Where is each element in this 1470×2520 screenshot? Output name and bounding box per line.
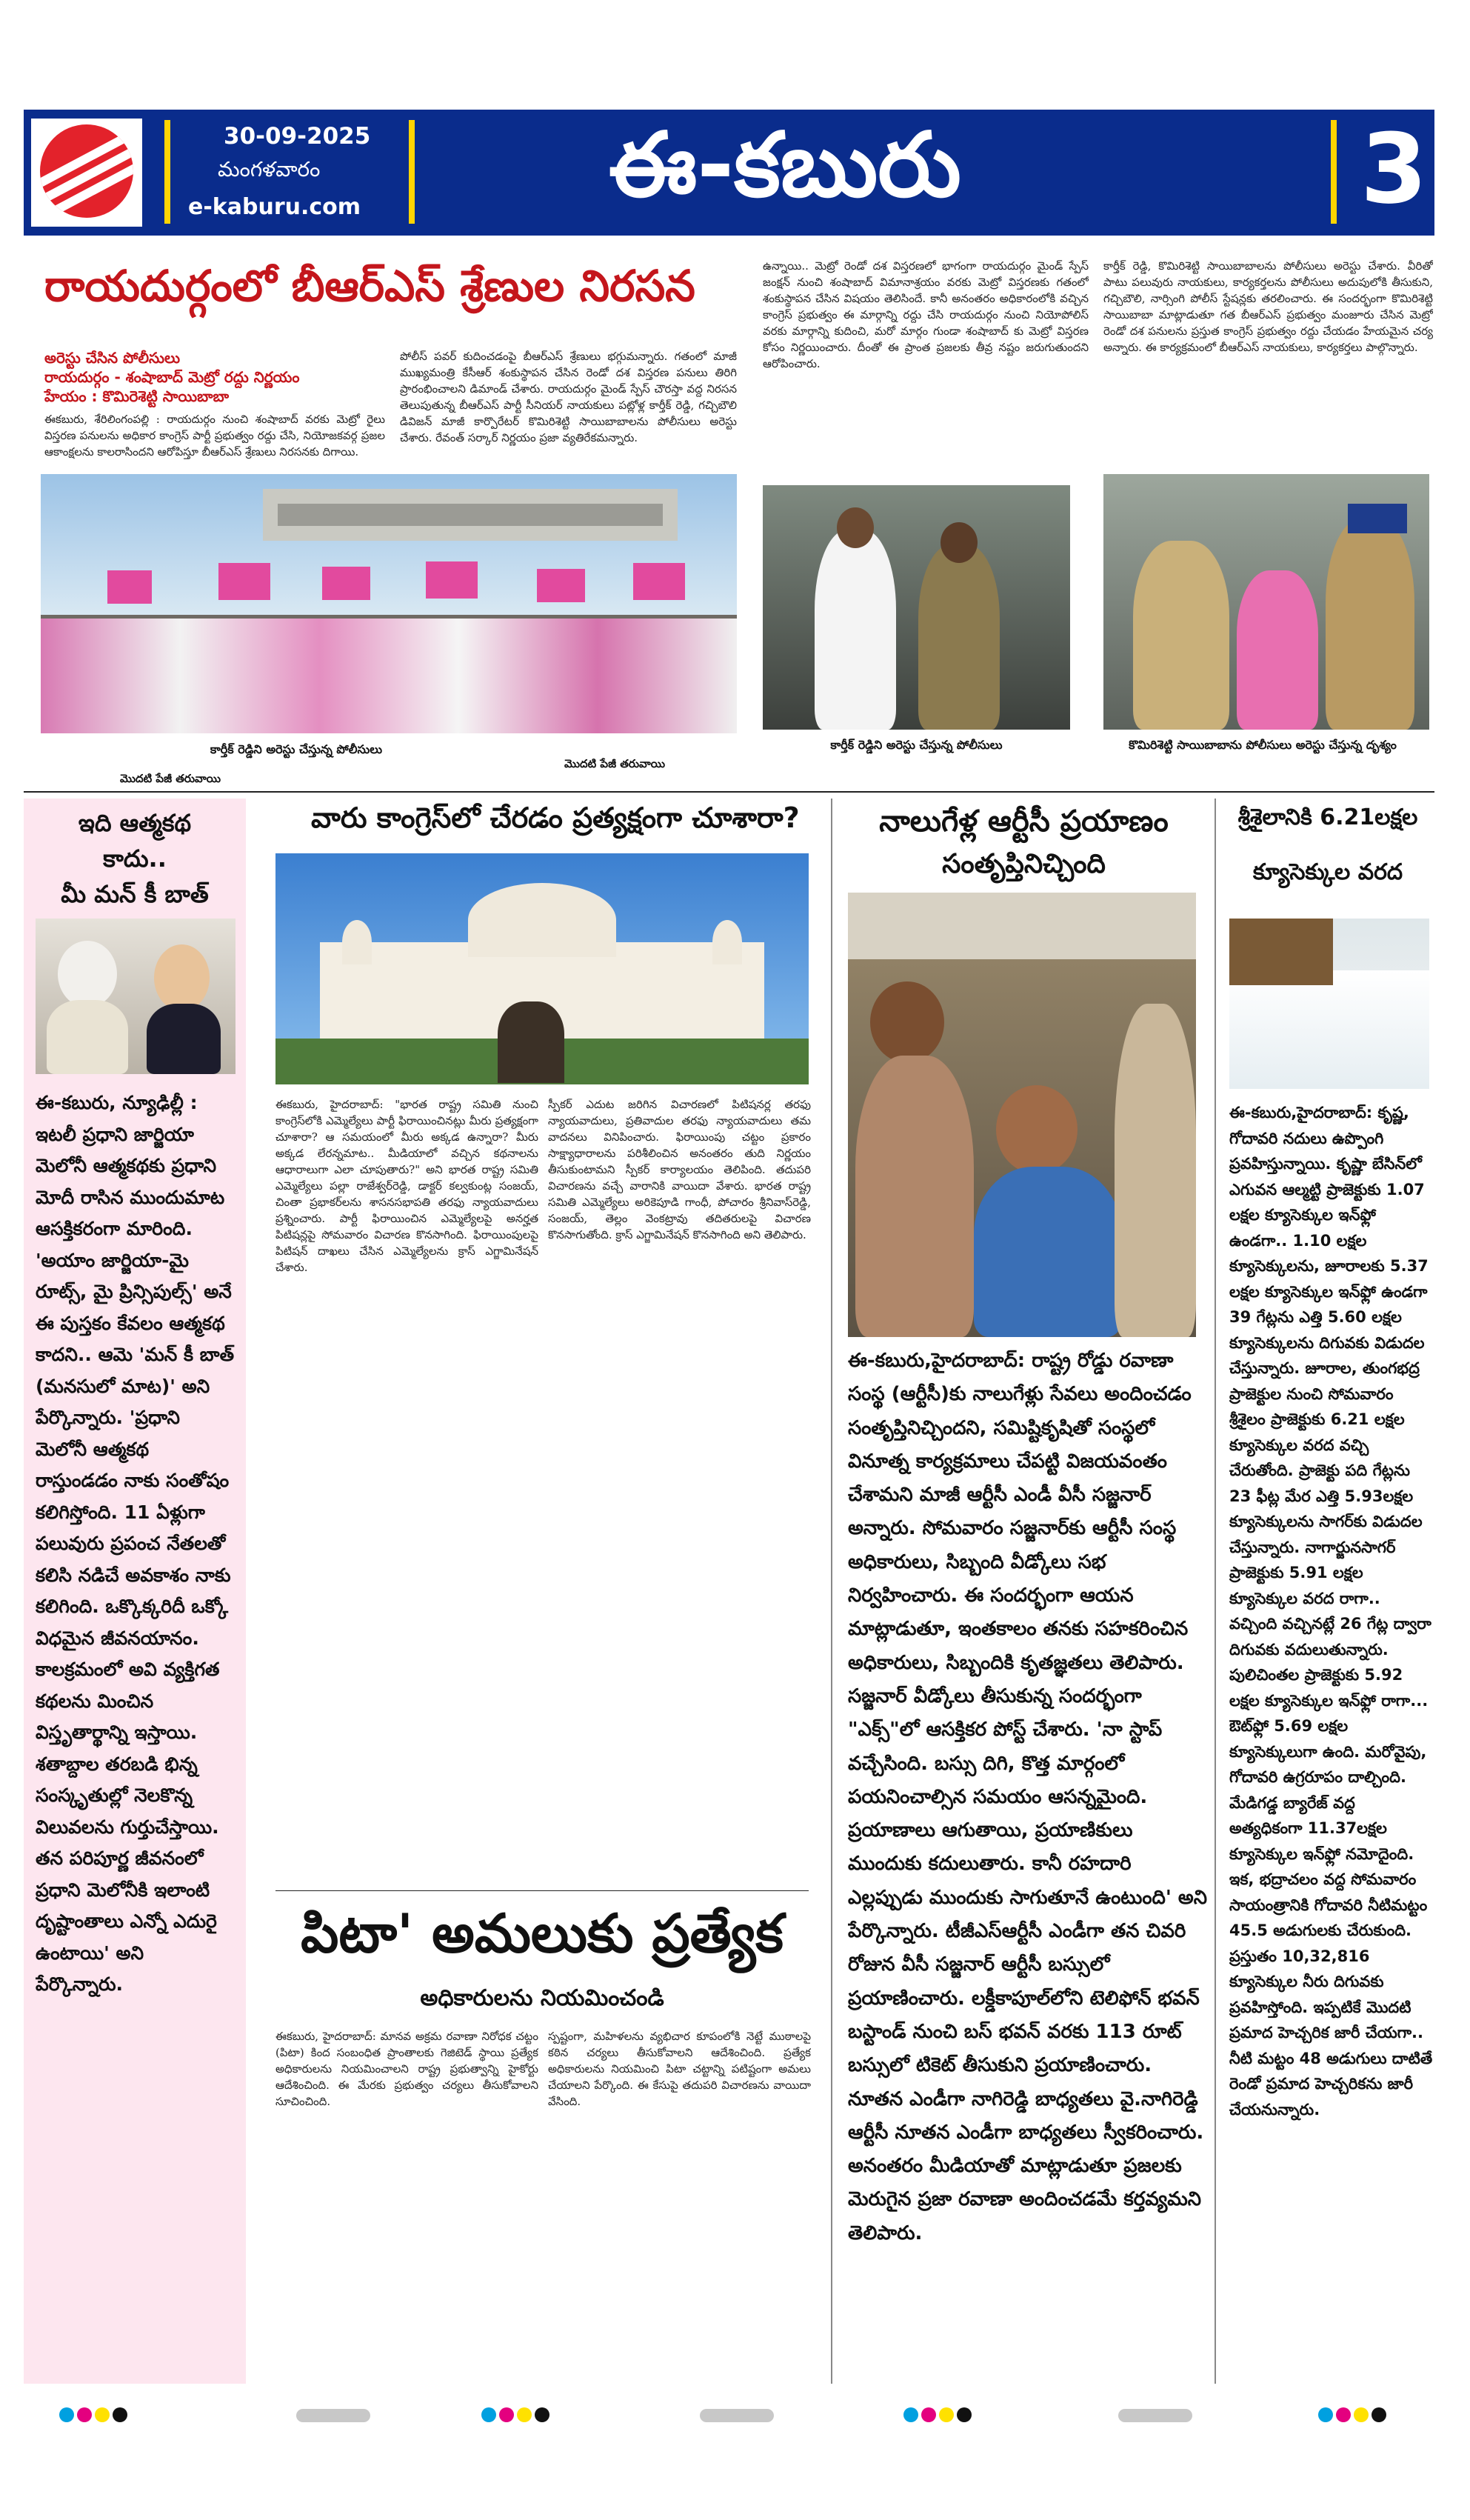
story1-caption1: కార్తీక్ రెడ్డిని అరెస్టు చేస్తున్న పోలీసులు <box>210 742 383 756</box>
page-number: 3 <box>1360 113 1428 225</box>
story1-col4: కార్తీక్ రెడ్డి, కొమిరిశెట్టి సాయిబాబాలను పోలీసులు అరెస్టు చేశారు. వీరితో పాటు పలువురు నాయకులు, కార్యకర్తలను పోలీసులు అదుపులోకి తీసుకుని, గచ్చిబౌలి, నార్సింగి పోలీస్ స్టేషన్లకు తరలించారు. ఈ సందర్భంగా కొమిరిశెట్టి సాయిబాబా మాట్లాడుతూ గత బీఆర్ఎస్ ప్రభుత్వం మంజూరు చేసిన మెట్రో రెండో దశ పనులను ప్రస్తుత కాంగ్రెస్ ప్రభుత్వం రద్దు చేయడం హేయమైన చర్య అన్నారు. ఈ కార్యక్రమంలో బీఆర్ఎస్ నాయకులు, కార్యకర్తలు పాల్గొన్నారు. <box>1103 259 1433 354</box>
print-marks-3 <box>903 2407 972 2424</box>
print-marks-4 <box>1318 2407 1386 2424</box>
story1-sub1: అరెస్టు చేసిన పోలీసులు <box>44 349 181 367</box>
modi-meloni-photo <box>36 919 235 1074</box>
story1-caption2: కార్తీక్ రెడ్డిని అరెస్టు చేస్తున్న పోలీసులు <box>830 738 1003 752</box>
logo <box>31 119 142 227</box>
story2-col1: ఈకబురు, హైదరాబాద్: "భారత రాష్ట్ర సమితి నుంచి కాంగ్రెస్‌లోకి ఎమ్మెల్యేలు పార్టీ ఫిరాయించినట్లు మీరు ప్రత్యక్షంగా చూశారా? ఆ సమయంలో మీరు అక్కడ ఉన్నారా? మీరు అక్కడ లేరన్నమాట.. మీడియాలో వచ్చిన కథనాలను ఆధారాలుగా ఎలా చూపుతారు?" అని భారత రాష్ట్ర సమితి ఎమ్మెల్యేలు పల్లా రాజేశ్వర్‌రెడ్డి, డాక్టర్ కల్వకుంట్ల సంజయ్, చింతా ప్రభాకర్‌లను శాసనసభాపతి తరఫు న్యాయవాదులు ప్రశ్నించారు. పార్టీ ఫిరాయించిన ఎమ్మెల్యేలపై అనర్హత పిటిషన్లపై సోమవారం విచారణ కొనసాగింది. ఫిరాయింపులపై పిటిషన్ దాఖలు చేసిన ఎమ్మెల్యేలను క్రాస్ ఎగ్జామినేషన్ చేశారు. <box>275 1098 538 1274</box>
print-bar-1 <box>296 2409 370 2422</box>
accent-bar-mid <box>409 120 415 224</box>
story4-headline-line2: సంతృప్తినిచ్చింది <box>942 849 1106 879</box>
story4-border-left <box>831 799 832 2384</box>
story1-col3: ఉన్నాయి.. మెట్రో రెండో దశ విస్తరణలో భాగంగా రాయదుర్గం మైండ్ స్పేస్ జంక్షన్ నుంచి శంషాబాద్ విమానాశ్రయం వరకు మెట్రో విస్తరణకు గతంలో శంకుస్థాపన చేసిన విషయం తెలిసిందే. కానీ అనంతరం అధికారంలోకి వచ్చిన కాంగ్రెస్ ప్రభుత్వం ఈ మార్గాన్ని రద్దు చేసి రాయదుర్గం నుంచి నియోపోలిస్ వరకు మార్గాన్ని కుదించి, మరో మార్గం గుండా శంషాబాద్ కు మెట్రో విస్తరణ కోసం నిర్ణయించారు. దీంతో ఈ ప్రాంత ప్రజలకు తీవ్ర నష్టం జరుగుతుందని ఆరోపించారు. <box>763 259 1089 370</box>
accent-bar-left <box>164 120 170 224</box>
print-marks-1 <box>59 2407 127 2424</box>
story3-headline: పిటా' అమలుకు ప్రత్యేక <box>301 1902 784 1964</box>
story3-subhead: అధికారులను నియమించండి <box>420 1985 664 2011</box>
story1-col2: పోలీస్ పవర్ కుదించడంపై బీఆర్ఎస్ శ్రేణులు భగ్గుమన్నారు. గతంలో మాజీ ముఖ్యమంత్రి కేసీఆర్ శంకుస్థాపన చేసిన రెండో దశ విస్తరణ పనులు తిరిగి ప్రారంభించాలని డిమాండ్ చేశారు. రాయదుర్గం మైండ్ స్పేస్ చౌరస్తా వద్ద నిరసన తెలుపుతున్న బీఆర్ఎస్ పార్టీ సీనియర్ నాయకులు పట్లోళ్ల కార్తీక్ రెడ్డి, గచ్చిబౌలి డివిజన్ మాజీ కార్పొరేటర్ కొమిరిశెట్టి సాయిబాబాలను పోలీసులు అరెస్టు చేశారు. రేవంత్ సర్కార్ నిర్ణయం ప్రజా వ్యతిరేకమన్నారు. <box>400 350 737 444</box>
masthead-date: 30-09-2025 <box>224 123 371 150</box>
story1-caption3: కొమిరిశెట్టి సాయిబాబాను పోలీసులు అరెస్టు చేస్తున్న దృశ్యం <box>1129 738 1397 752</box>
story2-headline: వారు కాంగ్రెస్‌లో చేరడం ప్రత్యక్షంగా చూశారా? <box>311 801 800 834</box>
story5-body: ఈ-కబురు, న్యూఢిల్లీ : ఇటలీ ప్రధాని జార్జియా మెలోనీ ఆత్మకథకు ప్రధాని మోదీ రాసిన ముందుమాట ఆసక్తికరంగా మారింది. 'అయాం జార్జియా-మై రూట్స్, మై ప్రిన్సిపుల్స్' అనే ఈ పుస్తకం కేవలం ఆత్మకథ కాదని.. ఆమె 'మన్ కీ బాత్ (మనసులో మాట)' అని పేర్కొన్నారు. 'ప్రధాని మెలోనీ ఆత్మకథ రాస్తుండడం నాకు సంతోషం కలిగిస్తోంది. 11 ఏళ్లుగా పలువురు ప్రపంచ నేతలతో కలిసి నడిచే అవకాశం నాకు కలిగింది. ఒక్కొక్కరిదీ ఒక్కో విధమైన జీవనయానం. కాలక్రమంలో అవి వ్యక్తిగత కథలను మించిన విస్తృతార్థాన్ని ఇస్తాయి. శతాబ్దాల తరబడి భిన్న సంస్కృతుల్లో నెలకొన్న విలువలను గుర్తుచేస్తాయి. తన పరిపూర్ణ జీవనంలో ప్రధాని మెలోనీకి ఇలాంటి దృష్టాంతాలు ఎన్నో ఎదురై ఉంటాయి' అని పేర్కొన్నారు. <box>36 1092 235 1995</box>
cyber-sign-icon <box>1348 504 1407 533</box>
arrest-photo-2 <box>1103 474 1429 730</box>
masthead-site[interactable]: e-kaburu.com <box>188 194 361 220</box>
print-marks-2 <box>481 2407 549 2424</box>
masthead-day: మంగళవారం <box>218 157 321 181</box>
story4-headline-line1: నాలుగేళ్ల ఆర్టీసీ ప్రయాణం <box>879 804 1169 839</box>
story5-headline-line3: మీ మన్ కీ బాత్ <box>61 880 209 908</box>
logo-mark-icon <box>40 124 133 218</box>
story1-jump2: మొదటి పేజీ తరువాయి <box>564 757 666 770</box>
print-bar-3 <box>1118 2409 1192 2422</box>
story5-headline-line1: ఇది ఆత్మకథ <box>78 809 192 837</box>
section-divider <box>24 791 1434 793</box>
assembly-photo <box>275 853 809 1084</box>
dam-photo <box>1229 919 1429 1089</box>
story2-col2: స్పీకర్ ఎదుట జరిగిన విచారణలో పిటిషనర్ల తరఫు న్యాయవాదులు, ప్రతివాదుల తరఫు న్యాయవాదులు తమ వాదనలు వినిపించారు. ఫిరాయింపు చట్టం ప్రకారం సాక్ష్యాధారాలను పరిశీలించిన అనంతరం తుది నిర్ణయం తీసుకుంటామని స్పీకర్ కార్యాలయం తెలిపింది. తదుపరి విచారణను వచ్చే వారానికి వాయిదా వేశారు. భారత రాష్ట్ర సమితి ఎమ్మెల్యేలు అరికెపూడి గాంధీ, పోచారం శ్రీనివాస్‌రెడ్డి, సంజయ్, తెల్లం వెంకట్రావు తదితరులపై విచారణ కొనసాగుతోంది. క్రాస్ ఎగ్జామినేషన్ కొనసాగింది అని తెలిపారు. <box>548 1098 811 1241</box>
bus-ride-photo <box>848 893 1196 1337</box>
accent-bar-right <box>1331 120 1337 224</box>
story1-dateline: ఈకబురు, శేరిలింగంపల్లి : రాయదుర్గం నుంచి శంషాబాద్ వరకు మెట్రో రైలు విస్తరణ పనులను అధికార కాంగ్రెస్ పార్టీ ప్రభుత్వం రద్దు చేసి, నియోజకవర్గ ప్రజల ఆకాంక్షలను కాలరాసిందని ఆరోపిస్తూ బీఆర్ఎస్ శ్రేణులు నిరసనకు దిగాయి. <box>44 413 385 459</box>
story3-col2: స్పష్టంగా, మహిళలను వ్యభిచార కూపంలోకి నెట్టే ముఠాలపై కఠిన చర్యలు తీసుకోవాలని ఆదేశించింది. ప్రత్యేక అధికారులను నియమించి పిటా చట్టాన్ని పటిష్టంగా అమలు చేయాలని పేర్కొంది. ఈ కేసుపై తదుపరి విచారణను వాయిదా వేసింది. <box>548 2030 811 2108</box>
masthead <box>24 110 1434 236</box>
story6-headline-line2: క్యూసెక్కుల వరద <box>1252 859 1403 885</box>
newspaper-title: ఈ-కబురు <box>609 114 961 217</box>
story5-headline-line2: కాదు.. <box>103 844 167 873</box>
story6-body: ఈ-కబురు,హైదరాబాద్: కృష్ణ, గోదావరి నదులు ఉప్పొంగి ప్రవహిస్తున్నాయి. కృష్ణా బేసిన్‌లో ఎగువన ఆల్మట్టి ప్రాజెక్టుకు 1.07 లక్షల క్యూసెక్కుల ఇన్‌ఫ్లో ఉండగా.. 1.10 లక్షల క్యూసెక్కులను, జూరాలకు 5.37 లక్షల క్యూసెక్కుల ఇన్‌ఫ్లో ఉండగా 39 గేట్లను ఎత్తి 5.60 లక్షల క్యూసెక్కులను దిగువకు విడుదల చేస్తున్నారు. జూరాల, తుంగభద్ర ప్రాజెక్టుల నుంచి సోమవారం శ్రీశైలం ప్రాజెక్టుకు 6.21 లక్షల క్యూసెక్కుల వరద వచ్చి చేరుతోంది. ప్రాజెక్టు పది గేట్లను 23 ఫీట్ల మేర ఎత్తి 5.93లక్షల క్యూసెక్కులను సాగర్‌కు విడుదల చేస్తున్నారు. నాగార్జునసాగర్ ప్రాజెక్టుకు 5.91 లక్షల క్యూసెక్కుల వరద రాగా.. వచ్చింది వచ్చినట్లే 26 గేట్ల ద్వారా దిగువకు వదులుతున్నారు. పులిచింతల ప్రాజెక్టుకు 5.92 లక్షల క్యూసెక్కుల ఇన్‌ఫ్లో రాగా... ఔట్‌ఫ్లో 5.69 లక్షల క్యూసెక్కులుగా ఉంది. మరోవైపు, గోదావరి ఉగ్రరూపం దాల్చింది. మేడిగడ్డ బ్యారేజ్ వద్ద అత్యధికంగా 11.37లక్షల క్యూసెక్కుల ఇన్‌ఫ్లో నమోదైంది. ఇక, భద్రాచలం వద్ద సోమవారం సాయంత్రానికి గోదావరి నీటిమట్టం 45.5 అడుగులకు చేరుకుంది. ప్రస్తుతం 10,32,816 క్యూసెక్కుల నీరు దిగువకు ప్రవహిస్తోంది. ఇప్పటికే మొదటి ప్రమాద హెచ్చరిక జారీ చేయగా.. నీటి మట్టం 48 అడుగులు దాటితే రెండో ప్రమాద హెచ్చరికను జారీ చేయనున్నారు. <box>1229 1104 1433 2119</box>
protest-photo <box>41 474 737 733</box>
story6-headline-line1: శ్రీశైలానికి 6.21లక్షల <box>1237 804 1418 830</box>
story3-col1: ఈకబురు, హైదరాబాద్: మానవ అక్రమ రవాణా నిరోధక చట్టం (పిటా) కింద సంబంధిత ప్రాంతాలకు గెజిటెడ్ స్థాయి ప్రత్యేక అధికారులను నియమించాలని రాష్ట్ర ప్రభుత్వాన్ని హైకోర్టు ఆదేశించింది. ఈ మేరకు ప్రభుత్వం చర్యలు తీసుకోవాలని సూచించింది. <box>275 2030 538 2108</box>
story2-divider <box>275 1890 809 1891</box>
story1-sub2: రాయదుర్గం - శంషాబాద్ మెట్రో రద్దు నిర్ణయం <box>44 368 300 386</box>
story1-jump1: మొదటి పేజీ తరువాయి <box>119 772 221 785</box>
story4-body: ఈ-కబురు,హైదరాబాద్: రాష్ట్ర రోడ్డు రవాణా సంస్థ (ఆర్టీసీ)కు నాలుగేళ్లు సేవలు అందించడం సంతృప్తినిచ్చిందని, సమిష్టికృషితో సంస్థలో వినూత్న కార్యక్రమాలు చేపట్టి విజయవంతం చేశామని మాజీ ఆర్టీసీ ఎండీ వీసీ సజ్జనార్ అన్నారు. సోమవారం సజ్జనార్‌కు ఆర్టీసీ సంస్థ అధికారులు, సిబ్బంది వీడ్కోలు సభ నిర్వహించారు. ఈ సందర్భంగా ఆయన మాట్లాడుతూ, ఇంతకాలం తనకు సహకరించిన అధికారులు, సిబ్బందికి కృతజ్ఞతలు తెలిపారు. సజ్జనార్ వీడ్కోలు తీసుకున్న సందర్భంగా "ఎక్స్"లో ఆసక్తికర పోస్ట్ చేశారు. 'నా స్టాప్ వచ్చేసింది. బస్సు దిగి, కొత్త మార్గంలో పయనించాల్సిన సమయం ఆసన్నమైంది. ప్రయాణాలు ఆగుతాయి, ప్రయాణికులు ముందుకు కదులుతారు. కానీ రహదారి ఎల్లప్పుడు ముందుకు సాగుతూనే ఉంటుంది' అని పేర్కొన్నారు. టీజీఎస్‌ఆర్టీసీ ఎండీగా తన చివరి రోజున వీసీ సజ్జనార్ ఆర్టీసీ బస్సులో ప్రయాణించారు. లక్డీకాపూల్‌లోని టెలిఫోన్ భవన్ బస్టాండ్ నుంచి బస్ భవన్ వరకు 113 రూట్ బస్సులో టికెట్ తీసుకుని ప్రయాణించారు. నూతన ఎండీగా నాగిరెడ్డి బాధ్యతలు వై.నాగిరెడ్డి ఆర్టీసీ నూతన ఎండీగా బాధ్యతలు స్వీకరించారు. అనంతరం మీడియాతో మాట్లాడుతూ ప్రజలకు మెరుగైన ప్రజా రవాణా అందించడమే కర్తవ్యమని తెలిపారు. <box>848 1350 1207 2244</box>
story1-headline: రాయదుర్గంలో బీఆర్ఎస్ శ్రేణుల నిరసన <box>44 261 695 311</box>
print-bar-2 <box>700 2409 774 2422</box>
arrest-photo-1 <box>763 485 1070 730</box>
story4-border-right <box>1215 799 1216 2384</box>
story1-sub3: హేయం : కొమిరెశెట్టి సాయిబాబా <box>44 387 230 405</box>
